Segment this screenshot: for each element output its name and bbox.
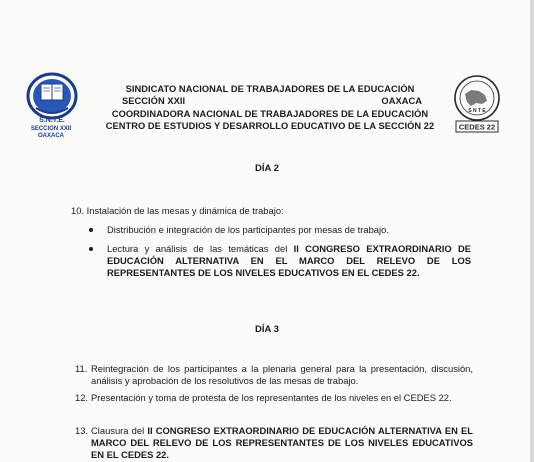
item-13-text <box>91 425 473 460</box>
svg-text:S N T E: S N T E <box>468 108 486 114</box>
item-13-number: 13. <box>75 425 89 436</box>
item-10-text: Instalación de las mesas y dinámica de trabajo: <box>86 205 284 216</box>
logo-left-caption-line2: OAXACA <box>37 133 64 139</box>
bullet-icon <box>89 228 93 232</box>
logo-left-caption <box>18 126 84 140</box>
bullet-icon <box>89 247 93 251</box>
bullet-1-text: Distribución e integración de los participantes por mesas de trabajo. <box>107 224 389 235</box>
day-3-heading: DÍA 3 <box>255 324 279 335</box>
header-line-4: CENTRO DE ESTUDIOS Y DESARROLLO EDUCATIVO DE LA SECCIÓN 22 <box>105 121 435 132</box>
cedes-22-logo <box>449 74 505 134</box>
item-12-number: 12. <box>75 392 89 403</box>
svg-text:S.N.T.E.: S.N.T.E. <box>39 117 65 124</box>
day-2-heading: DÍA 2 <box>255 163 279 174</box>
bullet-2-text <box>107 243 471 278</box>
item-13-plain: Clausura del <box>91 425 145 436</box>
logo-left-caption-line1: SECCION XXII <box>30 126 72 132</box>
svg-text:CEDES 22: CEDES 22 <box>458 122 496 132</box>
bullet-2-plain: Lectura y análisis de las temáticas del <box>107 243 288 254</box>
item-11-text: Reintegración de los participantes a la plenaria general para la presentación, discusión, análisis y aprobación de los resolutivos de las mesas de trabajo. <box>91 363 473 386</box>
document-header <box>104 83 436 133</box>
item-11-number: 11. <box>75 363 88 374</box>
page-edge-shadow <box>530 0 534 462</box>
header-line-1: SINDICATO NACIONAL DE TRABAJADORES DE LA EDUCACIÓN <box>125 84 415 94</box>
agenda-item-10 <box>71 205 284 217</box>
item-12-text: Presentación y toma de protesta de los representantes de los niveles en el CEDES 22. <box>91 392 452 403</box>
header-line-2 <box>104 95 436 107</box>
item-10-number: 10. <box>71 205 85 216</box>
bullet-2-congress-title: II CONGRESO EXTRAORDINARIO DE EDUCACIÓN ALTERNATIVA EN EL MARCO DEL RELEVO DE LOS REPRESENTANTES DE LOS NIVELES EDUCATIVOS EN EL CEDES 22. <box>107 243 471 278</box>
header-oaxaca: OAXACA <box>381 96 422 107</box>
header-seccion: SECCIÓN XXII <box>122 96 186 107</box>
header-line-3: COORDINADORA NACIONAL DE TRABAJADORES DE LA EDUCACIÓN <box>111 108 429 119</box>
item-13-congress-title: II CONGRESO EXTRAORDINARIO DE EDUCACIÓN ALTERNATIVA EN EL MARCO DEL RELEVO DE LOS REPRESENTANTES DE LOS NIVELES EDUCATIVOS EN EL CEDES 22. <box>91 425 473 460</box>
